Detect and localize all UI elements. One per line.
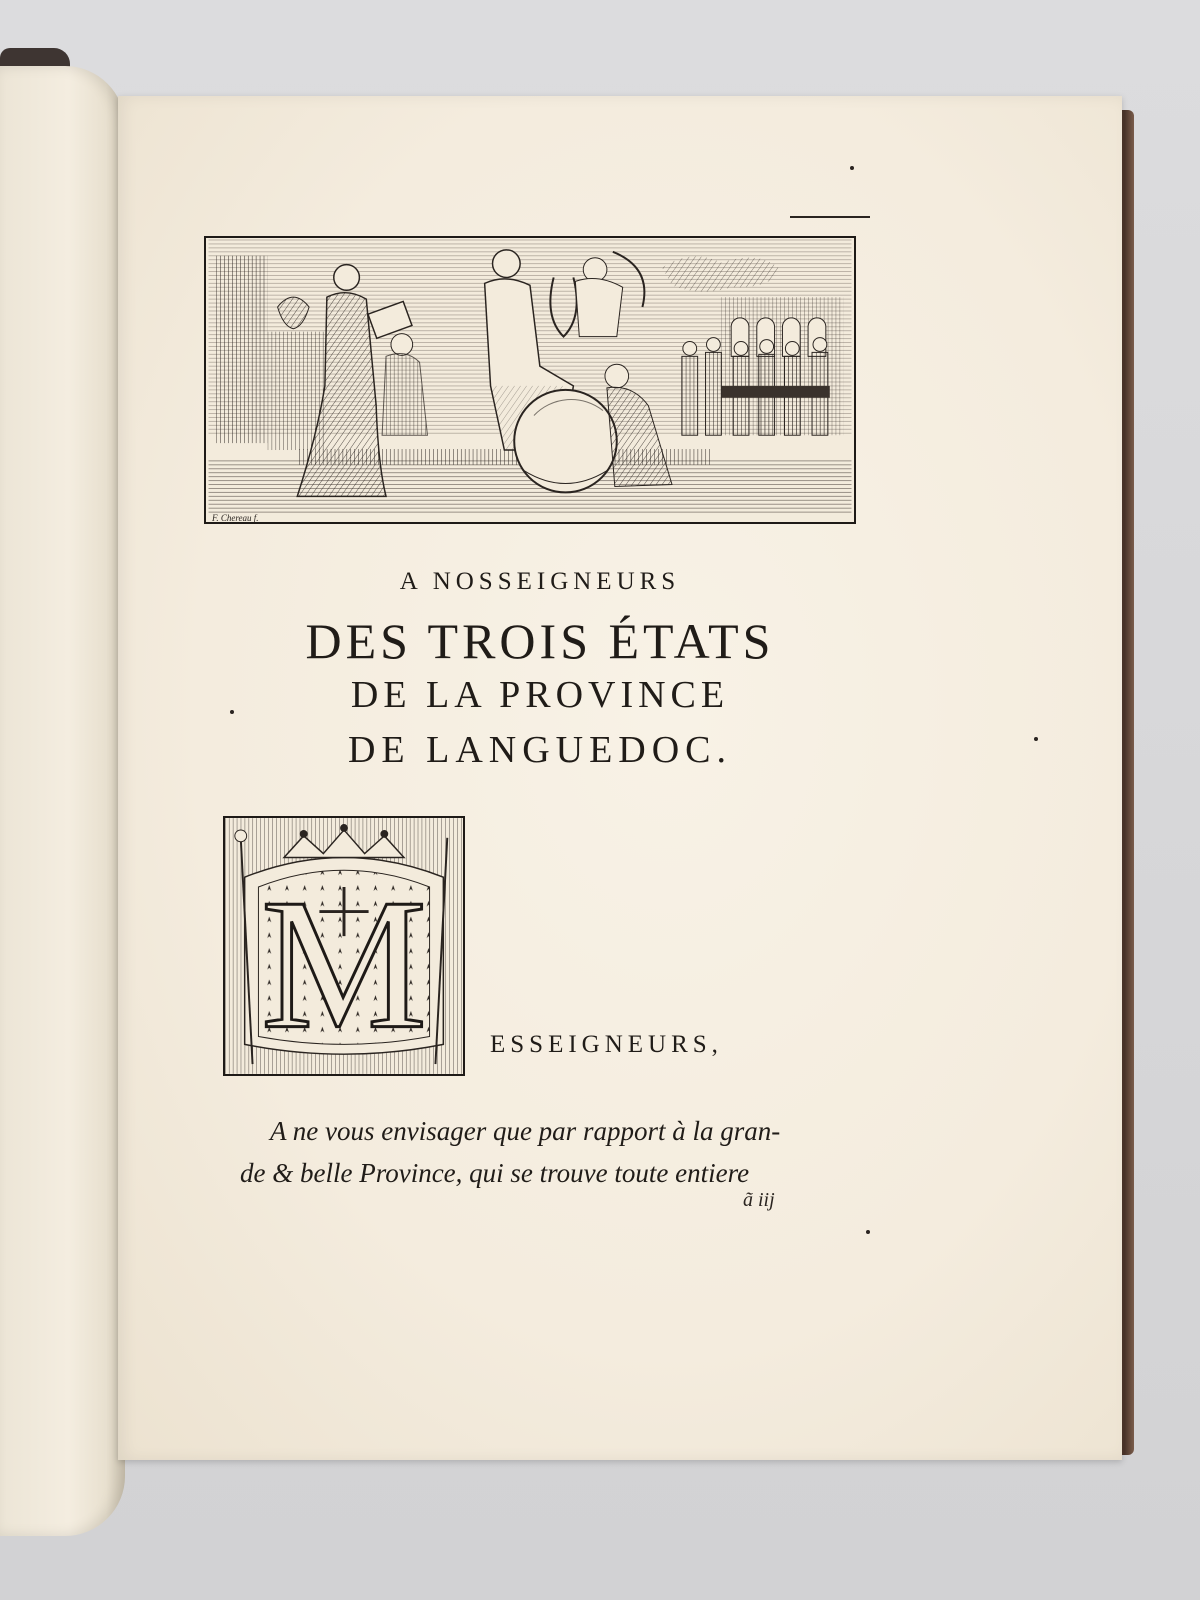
- initial-ornament: [225, 818, 463, 1074]
- paper-speck: [1034, 737, 1038, 741]
- dedication-line-1: A NOSSEIGNEURS: [399, 568, 681, 595]
- paper-speck: [850, 166, 854, 170]
- signature-mark: ã iij: [743, 1189, 775, 1211]
- salutation: ESSEIGNEURS,: [490, 1031, 723, 1058]
- initial-letter: M: [260, 860, 428, 1068]
- headpiece-engraving: [204, 236, 856, 524]
- paper-speck: [230, 710, 234, 714]
- dedication-line-4: DE LANGUEDOC.: [347, 729, 733, 771]
- decorated-initial: [223, 816, 465, 1076]
- engraver-signature: F. Chereau f.: [212, 513, 259, 523]
- dedication-line-2: DES TROIS ÉTATS: [305, 613, 775, 669]
- decorative-rule: [790, 216, 870, 218]
- body-line-1: A ne vous envisager que par rapport à la gran-: [270, 1116, 781, 1146]
- engraving-illustration: [206, 238, 854, 522]
- body-line-2: de & belle Province, qui se trouve toute entiere: [240, 1158, 750, 1188]
- paper-speck: [866, 1230, 870, 1234]
- dedication-line-3: DE LA PROVINCE: [350, 674, 730, 716]
- left-page-edge: [0, 66, 125, 1536]
